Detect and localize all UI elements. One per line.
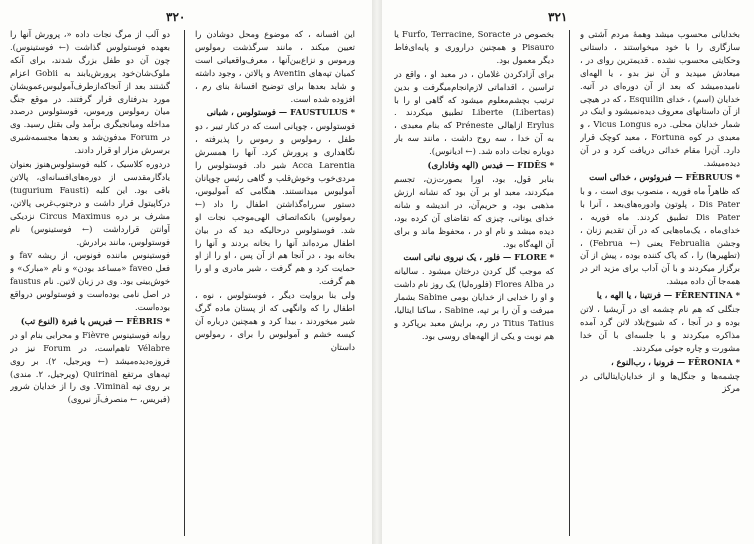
left-page-right-column	[195, 28, 355, 540]
right-page-right-column	[580, 28, 740, 540]
left-page	[0, 0, 372, 544]
right-page	[382, 0, 754, 544]
paragraph: این افسانه ، که موضوع ومحل دوشادن را تعیین میکند ، مانند سرگذشت رمولوس ورموس و نزاع‌بین‌آنها ، معرف‌واقعیاتی است کمیان تپه‌های Aventin و پالاتن ، وجود داشته و شاید بعدها برای توضیح افسانهٔ بنای رم ، افزوده شده است.	[195, 29, 355, 104]
entry-heading: * FIDĒS — فیدس (الهه وفاداری)	[427, 160, 554, 171]
paragraph: ولی بنا بروایت دیگر ، فوستولوس ، نوه ، اطفال را که وانگهی که از پستان ماده گرگ شیر میخوردند ، بیدا کرد و همچنین درباره آن کیسه خشم و آمولیوس را برای ، رمولوس داستان	[195, 290, 355, 352]
entry-heading: * FĒBRUUS — فبروئوس ، خدائی است	[589, 171, 740, 182]
paragraph: چشمه‌ها و جنگل‌ها و از خدایان‌ایتالیائی در مرکز	[580, 370, 740, 394]
paragraph: بخصوص در Furfo, Terracine, Soracte یا Pisauro و همچنین دراروری و پایه‌ای‌فاط دیگر معمول بود.	[394, 29, 554, 65]
paragraph: فوستولوس ، چوپانی است که در کنار تیبر ، دو طفل ، رمولوس و رموس را پذیرفته ، نگاهداری و پرورش کرد. آنها را همسرش Acca Larentia شیر داد. فوستولوس را مردی‌خوب وخوش‌قلب و گاهی رئیس چوپانان آمولیوس میدانستند. هنگامی که آمولیوس، دستور سرراه‌گذاشتن اطفال را داد (← رمولوس) بانکه‌اتصاف الهی‌موجب نجات او شد. فوستولوس درحالیکه دید که در بیان اطفال مرده‌اند آنها را بخانه بردند و آنها را بخانه بود ، در آنجا هم از آن پس ، او را از او حمایت کرد و هم گرفت ، شیر مادری و او را هم گرفت.	[195, 121, 355, 287]
right-page-number: ۳۲۱	[548, 10, 568, 24]
book-gutter	[372, 0, 382, 544]
entry-heading: * FLORE — فلور ، یک نیروی نباتی است	[403, 252, 554, 263]
entry-heading: * FĒRENTINA — فرنتینا ، یا الهه ، یا	[596, 290, 740, 301]
paragraph: برای آزادکردن غلامان ، در معبد او ، واقع در تراسین ، اقداماتی لازم‌انجام‌میگرفت و بدین ترتیب بچشم‌معلوم میشود که گاهی او را با (Libertas) Liberte تطبیق میکردند . Erylus ازاهالی Préneste که بنام معبدی ، به آن خدا ، سه روح داشت ، مانند سه بار دوباره نجات داده شد. (← ادیانوس).	[394, 68, 554, 157]
right-page-left-column	[394, 28, 554, 540]
paragraph: دو آلب از مرگ نجات داده «، پرورش آنها را بعهده فوستولوس گذاشت (← فوستینوس). چون آن دو طفل بزرگ شدند، برای آنکه ملوک‌شان‌خود پرورش‌یابند به Gobii اعزام گشتند بعد از آنجا‌که‌از‌طرف‌آمولیوس‌عمویشان مورد بدرفتاری قرار گرفتند. در موقع جنگ میان رمولوس ورموس، فوستولوس درصدد مداخله ومیانجیگری برآمد ولی بقتل رسید. وی در Forum مدفون‌شد و بعدها مجسمه‌شیری برسرش مزار او قرار دادند.	[10, 29, 170, 156]
entry-heading: * FAUSTULUS — فوستولوس ، شبانی	[206, 107, 355, 118]
column-divider	[569, 30, 570, 536]
column-divider	[184, 30, 185, 536]
paragraph: بخدایانی محسوب میشد وهمهٔ مردم آشتی و سازگاری را با خود میخواستند ، داستانی وحکایتی محسوب نشده . قدیمترین روای در ، میعادش میپدید و آن نیز بدو ، یا الهه‌ای نامیده‌میشد که بعد از آن دوره‌ای در آتیه. خدایان (اسم) ، خدای Esquilin ، که در هیچی از آن داستانهای معروف دیده‌نمیشود و اینک در شمار خدایان محلی. دره Vicus Longus ، و معبدی در کوه Fortuna ، معبد کوچک قرار دارد. آن‌را مقام خدائی دریافت کرد و در آن دیده‌میشد.	[580, 29, 740, 169]
left-page-left-column	[10, 28, 170, 540]
paragraph: فوستینوس ماننده فونوس، از ریشه fav و فعل faveo «مساعد بودن» و نام «مبارک» و خوش‌بینی بود. وی در زبان لاتین. نام faustus در اصل نامی بوده‌است و فوستولوس درواقع بوده‌است.	[10, 250, 170, 313]
paragraph: که ظاهراً ماه فوریه ، منصوب بوی است ، و با Dis Pater ، پلوتون وادوره‌های‌بعد ، آنرا با Dis Pater تطبیق کردند. ماه فوریه ، خدای‌ماه ، یک‌ماه‌هایی که در آن تقدیم زنان ، وجشن Februalia یعنی (← Februa) ، (تطهیرها) را ، که پاک کننده بوده ، پیش از آن برگزار میکردند و با آن آداب برای مزید اثر در همه‌جا آن داده میشد.	[580, 185, 740, 287]
entry-heading: * FĒRONIA — فرونیا ، رب‌النوع ،	[610, 356, 740, 367]
paragraph: جنگلی که هم نام چشمه ای در آریشیا ، لاتن بوده و در آنجا ، که شیوخ‌بلاد لاتن گرد آمده مذاکره میکردند و با جلسه‌ای با آن خدا مشورت و چاره جوئی میکردند.	[580, 304, 740, 353]
left-page-number: ۳۲۰	[166, 10, 186, 24]
entry-heading: * FĒBRIS — فبریس‌ یا فبرة (النوع تب)	[20, 315, 170, 326]
paragraph: بنابر قول، بود، اورا بصورت‌زن، تجسم میکردند، معبد او بر آن بود که نشانه ارزش مذهبی بود، و حریم‌آن، در اندیشه و شانه خدای یونانی، چیزی که تقاضای آن کرده بود، دیده میشد و نام او در ، محفوظ ماند و برای آن الهه‌گاه بود.	[394, 173, 554, 249]
paragraph: روانه فوستینوس Fièvre و محرابی بنام او در Vélabre تاهم‌است، در Forum نیز در فروزه‌دیده‌میشد (← ویرجیل، ۲). بر روی تپه‌های مرتفع Quirinal (ویرجیل، ۲. مندی) بر روی تپه Viminal. وی را از خدایان شرور (فبریس، ← منصرف‌آز نیروی)	[10, 329, 170, 405]
paragraph: که موجب گل کردن درختان میشود . سالیانه در Flores Alba (فلوره‌لیا) یک روز نام داشت و او را خدایی از خدایان بومی Sabine بشمار میرفت و آن را بر تپه، Sabine ، ساکنا ایتالیا، Titus Tatius در رم، برایش معبد برپاکرد و هم نوبت و یکی از الهه‌های روسی بود.	[394, 266, 554, 341]
paragraph: دردوره کلاسیک ، کلبه فوستولوس‌هنوز بعنوان یادگارمقدسی از دوره‌های‌افسانه‌ای، پالاتن باقی بود. این کلبه (tugurium Fausti) درکاپیتول قرار داشت و درجنوب‌غربی پالاتن، مشرف بر دره Circus Maximus نزدیکی‌ آوانتن قرارداشت (← فوستینوس) نام فوستولوس، مانند برادرش.	[10, 159, 170, 247]
